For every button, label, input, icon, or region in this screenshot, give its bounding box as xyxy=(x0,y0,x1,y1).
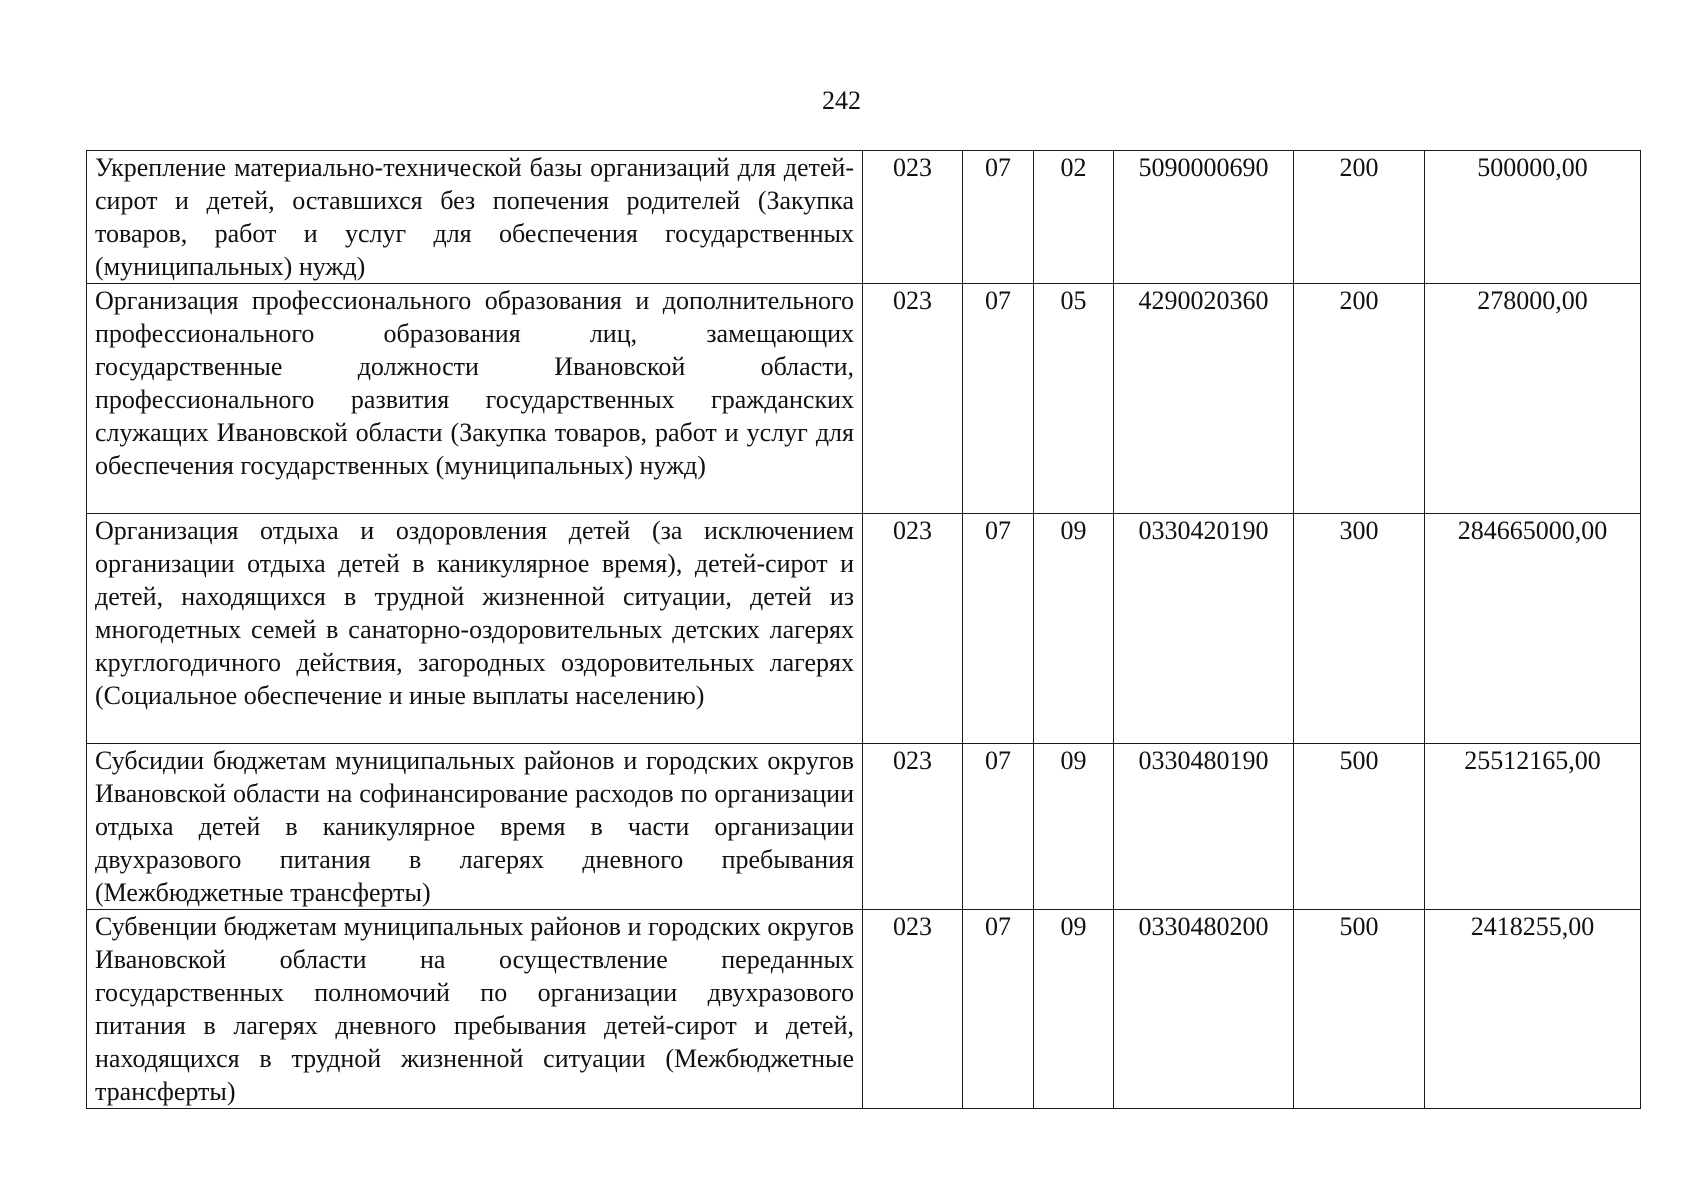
expense-type-code: 200 xyxy=(1294,151,1425,284)
expense-description: Организация отдыха и оздоровления детей (за исключением организации отдыха детей в каникулярное время), детей-сирот и детей, находящихся в трудной жизненной ситуации, детей из многодетных семей в санаторно-оздоровительных детских лагерях круглогодичного действия, загородных оздоровительных лагерях (Социальное обеспечение и иные выплаты населению) xyxy=(87,514,863,744)
expense-type-code: 500 xyxy=(1294,744,1425,910)
amount: 500000,00 xyxy=(1425,151,1641,284)
subsection-code: 09 xyxy=(1034,744,1114,910)
section-code: 07 xyxy=(963,514,1034,744)
target-article-code: 0330420190 xyxy=(1114,514,1294,744)
target-article-code: 5090000690 xyxy=(1114,151,1294,284)
table-row xyxy=(87,151,1641,284)
target-article-code: 4290020360 xyxy=(1114,284,1294,514)
amount: 278000,00 xyxy=(1425,284,1641,514)
expense-description: Укрепление материально-технической базы организаций для детей-сирот и детей, оставшихся без попечения родителей (Закупка товаров, работ и услуг для обеспечения государственных (муниципальных) нужд) xyxy=(87,151,863,284)
section-code: 07 xyxy=(963,284,1034,514)
amount: 2418255,00 xyxy=(1425,910,1641,1109)
budget-table xyxy=(86,150,1641,1109)
subsection-code: 02 xyxy=(1034,151,1114,284)
amount: 25512165,00 xyxy=(1425,744,1641,910)
section-code: 07 xyxy=(963,151,1034,284)
section-code: 07 xyxy=(963,744,1034,910)
subsection-code: 09 xyxy=(1034,514,1114,744)
ministry-code: 023 xyxy=(863,151,963,284)
table-row xyxy=(87,744,1641,910)
ministry-code: 023 xyxy=(863,284,963,514)
table-row xyxy=(87,514,1641,744)
expense-description: Организация профессионального образования и дополнительного профессионального образования лиц, замещающих государственные должности Ивановской области, профессионального развития государственных гражданских служащих Ивановской области (Закупка товаров, работ и услуг для обеспечения государственных (муниципальных) нужд) xyxy=(87,284,863,514)
target-article-code: 0330480190 xyxy=(1114,744,1294,910)
expense-description: Субсидии бюджетам муниципальных районов и городских округов Ивановской области на софинансирование расходов по организации отдыха детей в каникулярное время в части организации двухразового питания в лагерях дневного пребывания (Межбюджетные трансферты) xyxy=(87,744,863,910)
target-article-code: 0330480200 xyxy=(1114,910,1294,1109)
table-row xyxy=(87,910,1641,1109)
section-code: 07 xyxy=(963,910,1034,1109)
expense-type-code: 500 xyxy=(1294,910,1425,1109)
subsection-code: 09 xyxy=(1034,910,1114,1109)
ministry-code: 023 xyxy=(863,744,963,910)
subsection-code: 05 xyxy=(1034,284,1114,514)
expense-type-code: 200 xyxy=(1294,284,1425,514)
expense-type-code: 300 xyxy=(1294,514,1425,744)
ministry-code: 023 xyxy=(863,514,963,744)
amount: 284665000,00 xyxy=(1425,514,1641,744)
page-number: 242 xyxy=(822,86,861,115)
table-row xyxy=(87,284,1641,514)
expense-description: Субвенции бюджетам муниципальных районов и городских округов Ивановской области на осуществление переданных государственных полномочий по организации двухразового питания в лагерях дневного пребывания детей-сирот и детей, находящихся в трудной жизненной ситуации (Межбюджетные трансферты) xyxy=(87,910,863,1109)
ministry-code: 023 xyxy=(863,910,963,1109)
